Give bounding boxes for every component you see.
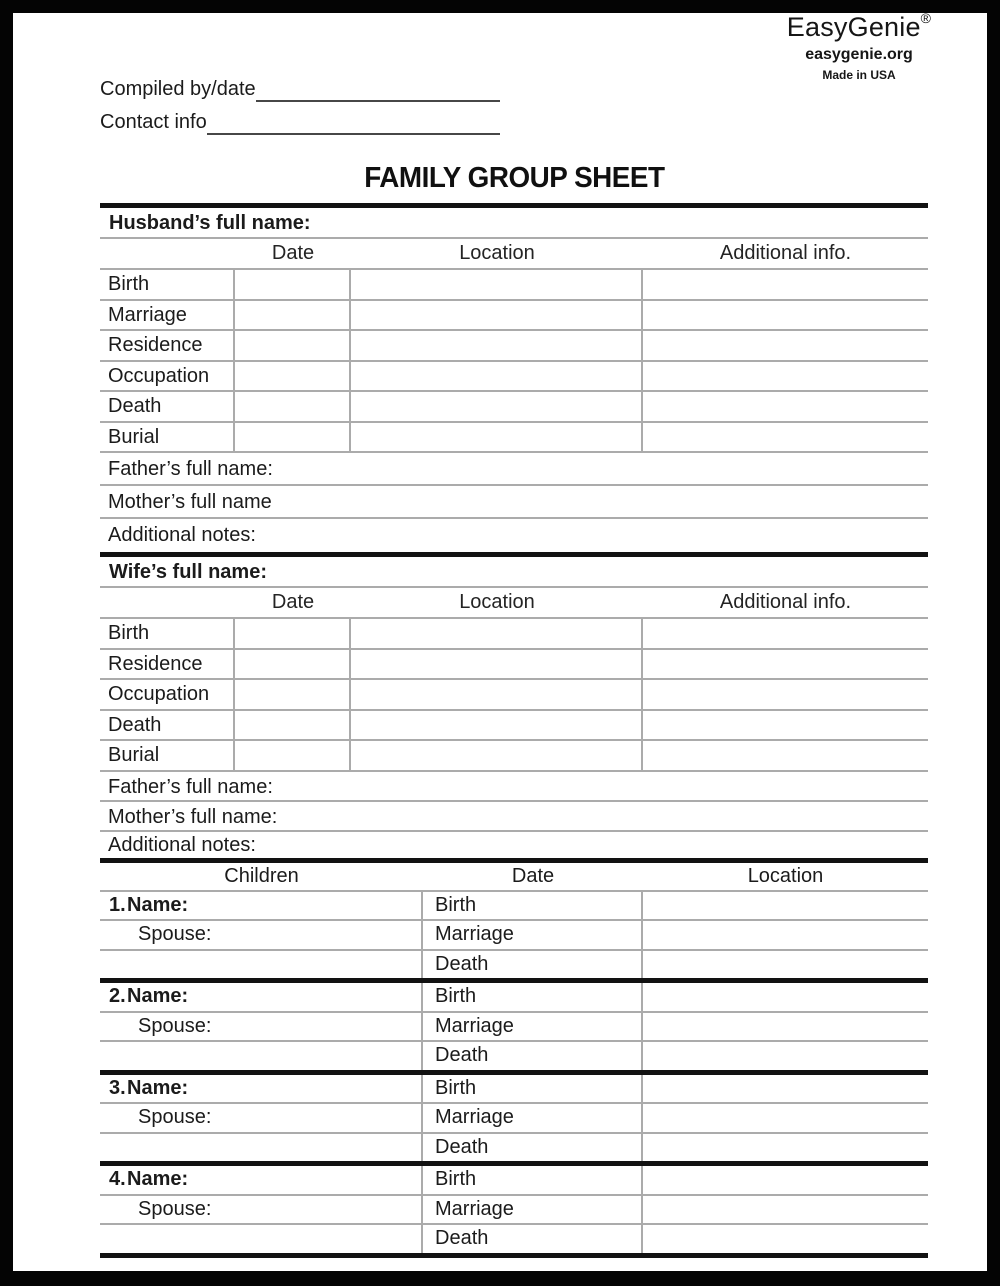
brand-name: EasyGenie <box>786 12 921 42</box>
wife-death-row <box>100 711 928 742</box>
wife-name-row: Wife’s full name: <box>100 557 928 588</box>
wife-occupation-row <box>100 680 928 711</box>
marriage-label: Marriage <box>423 921 643 949</box>
additional-info-header: Additional info. <box>719 242 852 264</box>
row-label: Birth <box>100 619 235 648</box>
husband-mother-row: Mother’s full name <box>100 486 928 519</box>
location-cell <box>643 951 928 979</box>
child-block-2 <box>100 983 928 1075</box>
child-number: 4. <box>109 1168 126 1190</box>
child-spouse-row <box>100 1013 928 1043</box>
child-name-row <box>100 1075 928 1105</box>
compiled-by-field <box>100 69 500 102</box>
death-label: Death <box>423 1134 643 1162</box>
location-cell <box>643 892 928 920</box>
child-block-4 <box>100 1166 928 1258</box>
location-cell <box>351 650 643 679</box>
additional-info-cell <box>643 741 928 770</box>
birth-label: Birth <box>423 1166 643 1194</box>
location-header: Location <box>459 242 535 264</box>
brand-website: easygenie.org <box>805 46 913 63</box>
location-cell <box>351 619 643 648</box>
children-table-header <box>100 863 928 892</box>
child-spouse-row <box>100 921 928 951</box>
date-cell <box>235 392 351 421</box>
location-cell <box>351 362 643 391</box>
location-cell <box>351 392 643 421</box>
wife-notes-row: Additional notes: <box>108 833 256 856</box>
husband-marriage-row <box>100 301 928 332</box>
location-cell <box>351 270 643 299</box>
husband-birth-row <box>100 270 928 301</box>
form-header <box>100 10 932 135</box>
row-label: Burial <box>100 741 235 770</box>
child-death-row <box>100 1134 928 1162</box>
additional-info-header: Additional info. <box>719 591 852 613</box>
death-label: Death <box>423 1225 643 1253</box>
location-cell <box>643 921 928 949</box>
date-header: Date <box>271 242 315 264</box>
husband-residence-row <box>100 331 928 362</box>
child-name-row <box>100 983 928 1013</box>
name-label: Name: <box>127 893 189 916</box>
additional-info-cell <box>643 331 928 360</box>
name-cell <box>100 983 423 1011</box>
date-cell <box>235 331 351 360</box>
child-number: 1. <box>109 893 126 916</box>
husband-death-row <box>100 392 928 423</box>
brand-block <box>764 10 954 82</box>
row-label: Residence <box>100 650 235 679</box>
additional-info-cell <box>643 270 928 299</box>
child-name-row <box>100 1166 928 1196</box>
additional-info-cell <box>643 711 928 740</box>
marriage-label: Marriage <box>423 1013 643 1041</box>
row-label: Burial <box>100 423 235 452</box>
husband-name-row: Husband’s full name: <box>100 208 928 239</box>
husband-notes-row: Additional notes: <box>108 524 256 546</box>
additional-info-cell <box>643 650 928 679</box>
location-header: Location <box>459 591 535 613</box>
location-cell <box>351 711 643 740</box>
child-block-1 <box>100 892 928 984</box>
brand-logo <box>764 10 954 43</box>
husband-burial-row <box>100 423 928 454</box>
birth-label: Birth <box>423 983 643 1011</box>
wife-mother-row: Mother’s full name: <box>100 802 928 832</box>
contact-info-label: Contact info <box>100 111 207 133</box>
row-label: Occupation <box>100 680 235 709</box>
date-cell <box>235 680 351 709</box>
children-section <box>100 858 928 1258</box>
spouse-label: Spouse: <box>100 1013 423 1041</box>
spacer-cell <box>100 239 235 268</box>
wife-burial-row <box>100 741 928 772</box>
name-label: Name: <box>127 1168 189 1190</box>
additional-info-cell <box>643 301 928 330</box>
children-header: Children <box>224 864 299 887</box>
child-death-row <box>100 1225 928 1253</box>
compiled-by-blank-line <box>256 67 500 102</box>
name-label: Name: <box>127 985 189 1007</box>
location-header: Location <box>747 864 824 887</box>
wife-section <box>100 552 928 858</box>
birth-label: Birth <box>423 892 643 920</box>
date-cell <box>235 619 351 648</box>
date-cell <box>235 711 351 740</box>
location-cell <box>643 1013 928 1041</box>
row-label: Birth <box>100 270 235 299</box>
child-spouse-row <box>100 1196 928 1226</box>
name-cell <box>100 1166 423 1194</box>
location-cell <box>643 983 928 1011</box>
husband-table-header <box>100 239 928 270</box>
additional-info-cell <box>643 619 928 648</box>
child-block-3 <box>100 1075 928 1167</box>
location-cell <box>351 680 643 709</box>
registered-mark: ® <box>920 10 932 26</box>
made-in-usa-label: Made in USA <box>822 68 896 82</box>
page-title: FAMILY GROUP SHEET <box>363 162 665 194</box>
location-cell <box>351 423 643 452</box>
child-name-row <box>100 892 928 922</box>
date-header: Date <box>511 864 555 887</box>
spouse-label: Spouse: <box>100 1196 423 1224</box>
child-spouse-row <box>100 1104 928 1134</box>
child-death-row <box>100 951 928 979</box>
blank-cell <box>100 951 423 979</box>
form-sheet <box>13 10 987 1271</box>
name-cell <box>100 1075 423 1103</box>
date-cell <box>235 270 351 299</box>
birth-label: Birth <box>423 1075 643 1103</box>
name-label: Name: <box>127 1076 189 1099</box>
blank-cell <box>100 1225 423 1253</box>
date-cell <box>235 301 351 330</box>
marriage-label: Marriage <box>423 1104 643 1132</box>
spouse-label: Spouse: <box>100 1104 423 1132</box>
location-cell <box>643 1166 928 1194</box>
location-cell <box>643 1225 928 1253</box>
husband-section <box>100 203 928 552</box>
child-number: 3. <box>109 1076 126 1099</box>
location-cell <box>643 1042 928 1070</box>
wife-birth-row <box>100 619 928 650</box>
row-label: Marriage <box>100 301 235 330</box>
row-label: Occupation <box>100 362 235 391</box>
compiled-by-label: Compiled by/date <box>100 78 256 100</box>
death-label: Death <box>423 1042 643 1070</box>
blank-cell <box>100 1134 423 1162</box>
location-cell <box>643 1104 928 1132</box>
additional-info-cell <box>643 423 928 452</box>
date-header: Date <box>271 591 315 613</box>
husband-father-row: Father’s full name: <box>100 453 928 486</box>
location-cell <box>643 1134 928 1162</box>
location-cell <box>351 301 643 330</box>
marriage-label: Marriage <box>423 1196 643 1224</box>
location-cell <box>351 741 643 770</box>
child-number: 2. <box>109 985 126 1007</box>
wife-table-header <box>100 588 928 619</box>
husband-occupation-row <box>100 362 928 393</box>
wife-residence-row <box>100 650 928 681</box>
date-cell <box>235 362 351 391</box>
death-label: Death <box>423 951 643 979</box>
location-cell <box>643 1075 928 1103</box>
row-label: Residence <box>100 331 235 360</box>
name-cell <box>100 892 423 920</box>
contact-info-blank-line <box>207 100 500 135</box>
child-death-row <box>100 1042 928 1070</box>
blank-cell <box>100 1042 423 1070</box>
additional-info-cell <box>643 680 928 709</box>
date-cell <box>235 423 351 452</box>
row-label: Death <box>100 392 235 421</box>
contact-info-field <box>100 102 500 135</box>
date-cell <box>235 741 351 770</box>
date-cell <box>235 650 351 679</box>
spacer-cell <box>100 588 235 617</box>
location-cell <box>351 331 643 360</box>
wife-father-row: Father’s full name: <box>100 772 928 802</box>
additional-info-cell <box>643 392 928 421</box>
spouse-label: Spouse: <box>100 921 423 949</box>
location-cell <box>643 1196 928 1224</box>
row-label: Death <box>100 711 235 740</box>
additional-info-cell <box>643 362 928 391</box>
